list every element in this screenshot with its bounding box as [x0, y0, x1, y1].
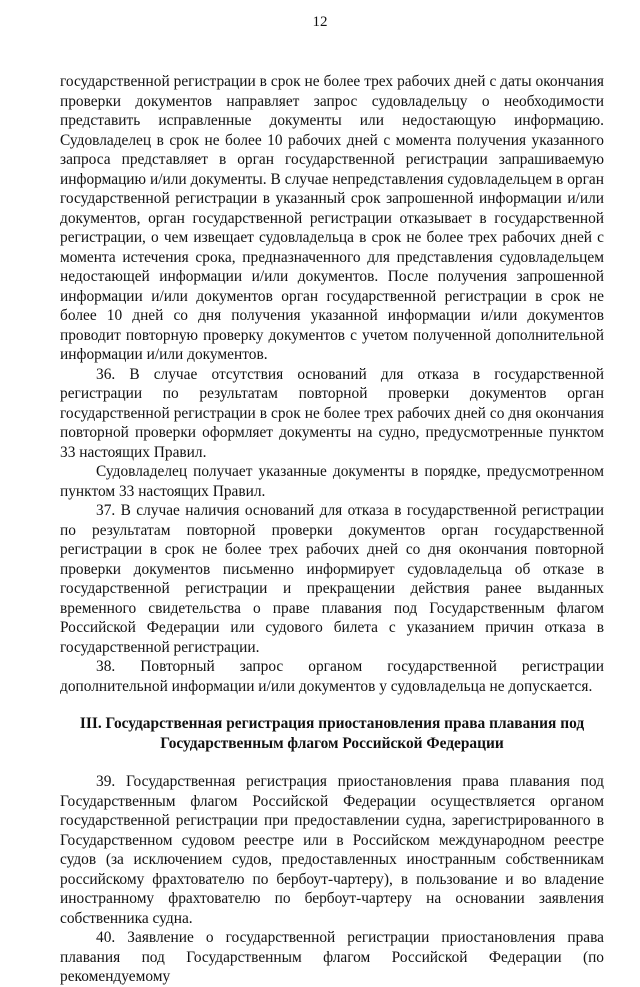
paragraph-37: 37. В случае наличия оснований для отказа в государственной регистрации по результатам повторной проверки документов орган государственной регистрации в срок не более трех рабочих дней со дня окончания повторной проверки документов письменно информирует судовладельца об отказе в государственной регистрации и прекращении действия ранее выданных временного свидетельства о праве плавания под Государственным флагом Российской Федерации или судового билета с указанием причин отказа в государственной регистрации. [60, 502, 604, 656]
paragraph-36-note: Судовладелец получает указанные документы в порядке, предусмотренном пунктом 33 настоящих Правил. [60, 463, 604, 500]
paragraph-39: 39. Государственная регистрация приостановления права плавания под Государственным флагом Российской Федерации осуществляется органом государственной регистрации при предоставлении судна, зарегистрированного в Государственном судовом реестре или в Российском международном реестре судов (за исключением судов, предоставленных иностранным собственникам российскому фрахтователю по бербоут-чартеру), в пользование и во владение иностранному фрахтователю по бербоут-чартеру на основании заявления собственника судна. [60, 773, 604, 927]
document-body [60, 72, 604, 987]
section-heading-line-1: III. Государственная регистрация приостановления права плавания под [79, 715, 585, 732]
page-number: 12 [312, 14, 328, 30]
section-heading-line-2: Государственным флагом Российской Федерации [160, 735, 504, 752]
section-heading [60, 714, 604, 754]
paragraph-40: 40. Заявление о государственной регистрации приостановления права плавания под Государственным флагом Российской Федерации (по рекомендуемому [60, 929, 604, 985]
paragraph-38: 38. Повторный запрос органом государственной регистрации дополнительной информации и/или документов у судовладельца не допускается. [60, 658, 604, 695]
paragraph-36: 36. В случае отсутствия оснований для отказа в государственной регистрации по результатам повторной проверки документов орган государственной регистрации в срок не более трех рабочих дней со дня окончания повторной проверки оформляет документы на судно, предусмотренные пунктом 33 настоящих Правил. [60, 365, 604, 461]
paragraph-35-continuation: государственной регистрации в срок не более трех рабочих дней с даты окончания проверки документов направляет запрос судовладельцу о необходимости представить исправленные документы или недостающую информацию. Судовладелец в срок не более 10 рабочих дней с момента получения указанного запроса представляет в орган государственной регистрации запрашиваемую информацию и/или документы. В случае непредставления судовладельцем в орган государственной регистрации в указанный срок запрошенной информации и/или документов, орган государственной регистрации отказывает в государственной регистрации, о чем извещает судовладельца в срок не более трех рабочих дней с момента истечения срока, предназначенного для представления судовладельцем недостающей информации и/или документов. После получения запрошенной информации и/или документов орган государственной регистрации в срок не более 10 дней со дня получения указанной информации и/или документов проводит повторную проверку документов с учетом полученной дополнительной информации и/или документов. [60, 73, 604, 363]
